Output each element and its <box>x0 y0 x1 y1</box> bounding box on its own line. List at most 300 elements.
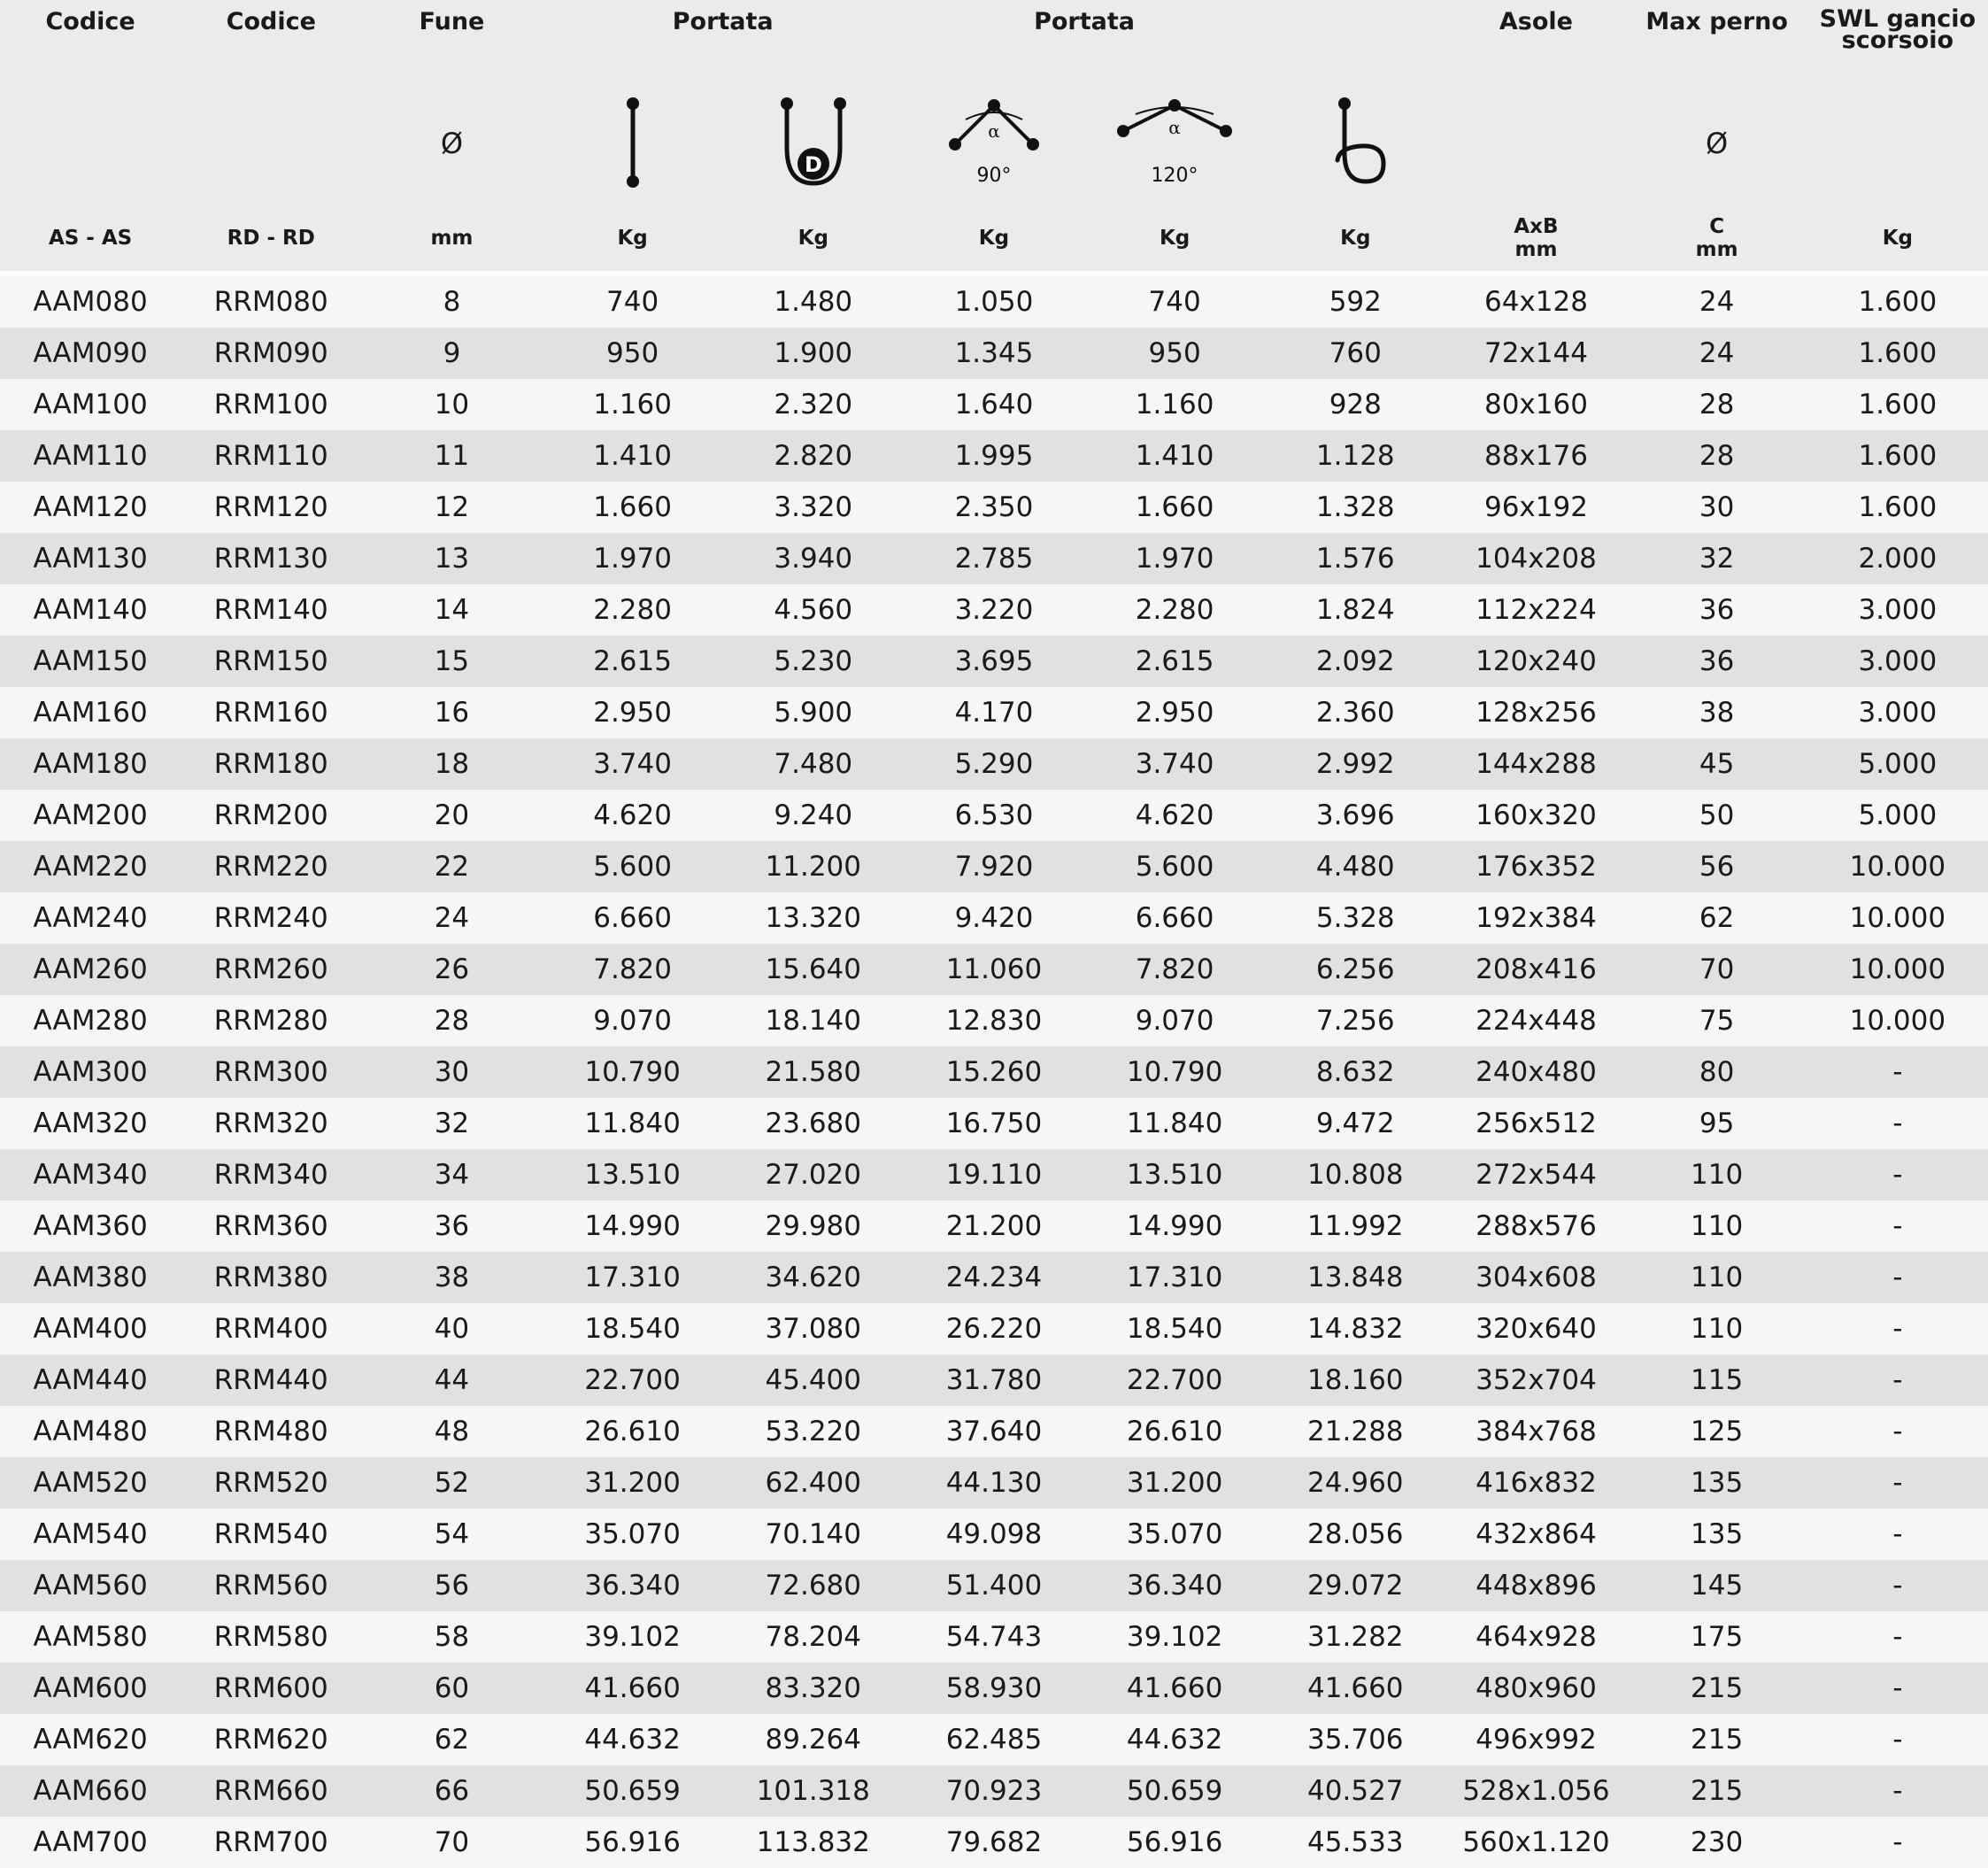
cell-portata-choker: 5.328 <box>1265 892 1445 944</box>
cell-max-perno: 175 <box>1627 1611 1807 1663</box>
cell-fune: 58 <box>361 1611 542 1663</box>
col-title-codice-as: Codice <box>0 0 181 81</box>
unit-two-leg-120: Kg <box>1084 205 1265 271</box>
cell-fune: 24 <box>361 892 542 944</box>
cell-asole: 352x704 <box>1445 1355 1626 1406</box>
unit-perno <box>1627 205 1807 271</box>
cell-portata-basket: 21.580 <box>723 1046 904 1098</box>
cell-portata-120: 1.970 <box>1084 533 1265 584</box>
cell-fune: 34 <box>361 1149 542 1200</box>
table-row <box>0 687 1988 738</box>
cell-portata-straight: 41.660 <box>543 1663 723 1714</box>
table-row <box>0 276 1988 328</box>
cell-asole: 464x928 <box>1445 1611 1626 1663</box>
table-row <box>0 1355 1988 1406</box>
cell-portata-basket: 83.320 <box>723 1663 904 1714</box>
cell-portata-90: 54.743 <box>904 1611 1084 1663</box>
cell-swl: 5.000 <box>1807 738 1988 790</box>
cell-max-perno: 75 <box>1627 995 1807 1046</box>
table-row <box>0 1714 1988 1765</box>
cell-asole: 72x144 <box>1445 328 1626 379</box>
cell-swl: 1.600 <box>1807 328 1988 379</box>
cell-codice-as: AAM340 <box>0 1149 181 1200</box>
cell-swl: - <box>1807 1457 1988 1509</box>
cell-portata-straight: 22.700 <box>543 1355 723 1406</box>
cell-codice-as: AAM300 <box>0 1046 181 1098</box>
alpha-label-120: α <box>1168 117 1181 138</box>
cell-portata-choker: 1.576 <box>1265 533 1445 584</box>
cell-asole: 416x832 <box>1445 1457 1626 1509</box>
cell-asole: 528x1.056 <box>1445 1765 1626 1817</box>
cell-max-perno: 230 <box>1627 1817 1807 1868</box>
cell-fune: 60 <box>361 1663 542 1714</box>
cell-max-perno: 215 <box>1627 1663 1807 1714</box>
cell-portata-basket: 5.230 <box>723 636 904 687</box>
cell-portata-90: 19.110 <box>904 1149 1084 1200</box>
cell-portata-straight: 7.820 <box>543 944 723 995</box>
cell-swl: - <box>1807 1560 1988 1611</box>
cell-fune: 44 <box>361 1355 542 1406</box>
cell-codice-rd: RRM540 <box>181 1509 361 1560</box>
cell-fune: 66 <box>361 1765 542 1817</box>
cell-portata-basket: 27.020 <box>723 1149 904 1200</box>
cell-portata-90: 24.234 <box>904 1252 1084 1303</box>
cell-portata-90: 2.350 <box>904 482 1084 533</box>
unit-as-as: AS - AS <box>0 205 181 271</box>
table-row <box>0 1663 1988 1714</box>
diameter-symbol-perno: Ø <box>1706 127 1729 160</box>
cell-portata-choker: 21.288 <box>1265 1406 1445 1457</box>
basket-lift-icon <box>774 95 853 192</box>
cell-portata-straight: 44.632 <box>543 1714 723 1765</box>
cell-swl: - <box>1807 1098 1988 1149</box>
icon-cell-basket <box>723 81 904 205</box>
cell-portata-90: 79.682 <box>904 1817 1084 1868</box>
cell-portata-90: 1.345 <box>904 328 1084 379</box>
cell-portata-90: 3.695 <box>904 636 1084 687</box>
cell-swl: - <box>1807 1663 1988 1714</box>
cell-swl: - <box>1807 1303 1988 1355</box>
cell-portata-choker: 1.128 <box>1265 430 1445 482</box>
cell-codice-rd: RRM700 <box>181 1817 361 1868</box>
unit-asole-mm: mm <box>1514 238 1558 261</box>
cell-portata-straight: 3.740 <box>543 738 723 790</box>
table-row <box>0 1611 1988 1663</box>
cell-asole: 128x256 <box>1445 687 1626 738</box>
cell-portata-120: 4.620 <box>1084 790 1265 841</box>
cell-portata-120: 10.790 <box>1084 1046 1265 1098</box>
cell-portata-120: 9.070 <box>1084 995 1265 1046</box>
cell-asole: 480x960 <box>1445 1663 1626 1714</box>
cell-swl: 10.000 <box>1807 944 1988 995</box>
cell-fune: 11 <box>361 430 542 482</box>
cell-portata-choker: 2.992 <box>1265 738 1445 790</box>
unit-fune: mm <box>361 205 542 271</box>
cell-codice-as: AAM140 <box>0 584 181 636</box>
cell-codice-rd: RRM520 <box>181 1457 361 1509</box>
cell-swl: 5.000 <box>1807 790 1988 841</box>
cell-portata-90: 51.400 <box>904 1560 1084 1611</box>
unit-rd-rd: RD - RD <box>181 205 361 271</box>
cell-codice-rd: RRM440 <box>181 1355 361 1406</box>
cell-codice-as: AAM160 <box>0 687 181 738</box>
cell-portata-straight: 5.600 <box>543 841 723 892</box>
cell-codice-as: AAM130 <box>0 533 181 584</box>
cell-codice-as: AAM280 <box>0 995 181 1046</box>
cell-codice-rd: RRM140 <box>181 584 361 636</box>
cell-codice-rd: RRM100 <box>181 379 361 430</box>
cell-max-perno: 135 <box>1627 1457 1807 1509</box>
cell-max-perno: 115 <box>1627 1355 1807 1406</box>
col-title-swl <box>1807 0 1988 81</box>
cell-fune: 32 <box>361 1098 542 1149</box>
cell-max-perno: 110 <box>1627 1149 1807 1200</box>
cell-asole: 104x208 <box>1445 533 1626 584</box>
cell-max-perno: 30 <box>1627 482 1807 533</box>
unit-straight: Kg <box>543 205 723 271</box>
cell-fune: 38 <box>361 1252 542 1303</box>
cell-max-perno: 32 <box>1627 533 1807 584</box>
cell-fune: 13 <box>361 533 542 584</box>
cell-portata-90: 4.170 <box>904 687 1084 738</box>
cell-portata-choker: 13.848 <box>1265 1252 1445 1303</box>
cell-fune: 9 <box>361 328 542 379</box>
cell-portata-choker: 7.256 <box>1265 995 1445 1046</box>
cell-portata-basket: 70.140 <box>723 1509 904 1560</box>
cell-codice-rd: RRM150 <box>181 636 361 687</box>
cell-portata-120: 1.410 <box>1084 430 1265 482</box>
cell-portata-straight: 36.340 <box>543 1560 723 1611</box>
table-row <box>0 738 1988 790</box>
cell-portata-basket: 1.480 <box>723 276 904 328</box>
cell-portata-straight: 1.660 <box>543 482 723 533</box>
cell-portata-straight: 4.620 <box>543 790 723 841</box>
cell-portata-choker: 18.160 <box>1265 1355 1445 1406</box>
cell-asole: 448x896 <box>1445 1560 1626 1611</box>
cell-portata-120: 6.660 <box>1084 892 1265 944</box>
table-row <box>0 1149 1988 1200</box>
cell-codice-rd: RRM580 <box>181 1611 361 1663</box>
cell-portata-straight: 1.160 <box>543 379 723 430</box>
cell-portata-basket: 7.480 <box>723 738 904 790</box>
cell-portata-90: 21.200 <box>904 1200 1084 1252</box>
cell-swl: 10.000 <box>1807 841 1988 892</box>
cell-max-perno: 36 <box>1627 584 1807 636</box>
table-row <box>0 1765 1988 1817</box>
cell-swl: - <box>1807 1817 1988 1868</box>
cell-max-perno: 95 <box>1627 1098 1807 1149</box>
table-row <box>0 379 1988 430</box>
cell-portata-choker: 592 <box>1265 276 1445 328</box>
cell-portata-basket: 11.200 <box>723 841 904 892</box>
col-title-asole: Asole <box>1445 0 1626 81</box>
cell-portata-straight: 56.916 <box>543 1817 723 1868</box>
cell-codice-rd: RRM380 <box>181 1252 361 1303</box>
cell-codice-rd: RRM120 <box>181 482 361 533</box>
cell-fune: 12 <box>361 482 542 533</box>
cell-portata-straight: 6.660 <box>543 892 723 944</box>
cell-codice-as: AAM240 <box>0 892 181 944</box>
table-row <box>0 944 1988 995</box>
cell-fune: 26 <box>361 944 542 995</box>
cell-portata-90: 3.220 <box>904 584 1084 636</box>
cell-portata-basket: 2.320 <box>723 379 904 430</box>
cell-portata-straight: 2.615 <box>543 636 723 687</box>
table-row <box>0 1509 1988 1560</box>
cell-portata-straight: 39.102 <box>543 1611 723 1663</box>
cell-max-perno: 125 <box>1627 1406 1807 1457</box>
cell-fune: 28 <box>361 995 542 1046</box>
cell-portata-choker: 14.832 <box>1265 1303 1445 1355</box>
cell-portata-120: 50.659 <box>1084 1765 1265 1817</box>
header-units-row <box>0 205 1988 271</box>
cell-max-perno: 110 <box>1627 1303 1807 1355</box>
cell-portata-basket: 1.900 <box>723 328 904 379</box>
cell-fune: 40 <box>361 1303 542 1355</box>
cell-max-perno: 56 <box>1627 841 1807 892</box>
cell-portata-choker: 928 <box>1265 379 1445 430</box>
cell-portata-basket: 37.080 <box>723 1303 904 1355</box>
cell-asole: 80x160 <box>1445 379 1626 430</box>
d-badge-label: D <box>804 152 822 177</box>
table-row <box>0 1406 1988 1457</box>
cell-codice-rd: RRM130 <box>181 533 361 584</box>
cell-swl: - <box>1807 1149 1988 1200</box>
cell-portata-basket: 2.820 <box>723 430 904 482</box>
table-row <box>0 533 1988 584</box>
cell-portata-basket: 34.620 <box>723 1252 904 1303</box>
cell-portata-90: 62.485 <box>904 1714 1084 1765</box>
cell-portata-120: 17.310 <box>1084 1252 1265 1303</box>
cell-portata-120: 22.700 <box>1084 1355 1265 1406</box>
cell-asole: 144x288 <box>1445 738 1626 790</box>
cell-codice-rd: RRM200 <box>181 790 361 841</box>
cell-portata-120: 31.200 <box>1084 1457 1265 1509</box>
cell-codice-as: AAM200 <box>0 790 181 841</box>
cell-portata-choker: 24.960 <box>1265 1457 1445 1509</box>
cell-max-perno: 110 <box>1627 1252 1807 1303</box>
cell-portata-basket: 3.940 <box>723 533 904 584</box>
cell-asole: 120x240 <box>1445 636 1626 687</box>
cell-codice-as: AAM150 <box>0 636 181 687</box>
cell-codice-rd: RRM360 <box>181 1200 361 1252</box>
cell-portata-straight: 14.990 <box>543 1200 723 1252</box>
cell-fune: 22 <box>361 841 542 892</box>
col-title-portata-group-2: Portata <box>904 0 1265 81</box>
table-row <box>0 790 1988 841</box>
cell-portata-120: 740 <box>1084 276 1265 328</box>
cell-portata-straight: 13.510 <box>543 1149 723 1200</box>
cell-fune: 36 <box>361 1200 542 1252</box>
cell-codice-as: AAM090 <box>0 328 181 379</box>
table-row <box>0 995 1988 1046</box>
table-row <box>0 1098 1988 1149</box>
col-title-codice-rd: Codice <box>181 0 361 81</box>
cell-portata-120: 36.340 <box>1084 1560 1265 1611</box>
cell-codice-as: AAM700 <box>0 1817 181 1868</box>
cell-portata-basket: 5.900 <box>723 687 904 738</box>
cell-swl: 1.600 <box>1807 276 1988 328</box>
cell-portata-90: 12.830 <box>904 995 1084 1046</box>
cell-fune: 10 <box>361 379 542 430</box>
cell-portata-choker: 10.808 <box>1265 1149 1445 1200</box>
cell-max-perno: 28 <box>1627 430 1807 482</box>
cell-portata-basket: 89.264 <box>723 1714 904 1765</box>
cell-codice-as: AAM360 <box>0 1200 181 1252</box>
cell-portata-basket: 101.318 <box>723 1765 904 1817</box>
table-row <box>0 1817 1988 1868</box>
icon-cell-empty-asole <box>1445 81 1626 205</box>
unit-asole <box>1445 205 1626 271</box>
cell-portata-straight: 1.970 <box>543 533 723 584</box>
cell-portata-120: 41.660 <box>1084 1663 1265 1714</box>
icon-cell-fune <box>361 81 542 205</box>
alpha-label-90: α <box>988 120 1000 142</box>
cell-asole: 96x192 <box>1445 482 1626 533</box>
cell-swl: - <box>1807 1509 1988 1560</box>
cell-portata-choker: 3.696 <box>1265 790 1445 841</box>
cell-codice-rd: RRM400 <box>181 1303 361 1355</box>
cell-portata-choker: 28.056 <box>1265 1509 1445 1560</box>
cell-portata-choker: 29.072 <box>1265 1560 1445 1611</box>
angle-90-label: 90° <box>976 165 1012 187</box>
cell-codice-rd: RRM340 <box>181 1149 361 1200</box>
cell-swl: 1.600 <box>1807 379 1988 430</box>
cell-fune: 15 <box>361 636 542 687</box>
cell-portata-90: 1.995 <box>904 430 1084 482</box>
cell-portata-choker: 40.527 <box>1265 1765 1445 1817</box>
cell-max-perno: 36 <box>1627 636 1807 687</box>
cell-swl: 1.600 <box>1807 430 1988 482</box>
cell-max-perno: 28 <box>1627 379 1807 430</box>
table-row <box>0 1560 1988 1611</box>
cell-codice-rd: RRM110 <box>181 430 361 482</box>
cell-portata-straight: 2.280 <box>543 584 723 636</box>
cell-portata-90: 9.420 <box>904 892 1084 944</box>
cell-portata-basket: 18.140 <box>723 995 904 1046</box>
cell-max-perno: 50 <box>1627 790 1807 841</box>
col-title-portata-group-1: Portata <box>543 0 904 81</box>
cell-swl: 2.000 <box>1807 533 1988 584</box>
table-body <box>0 276 1988 1868</box>
cell-fune: 16 <box>361 687 542 738</box>
cell-portata-120: 56.916 <box>1084 1817 1265 1868</box>
cell-fune: 56 <box>361 1560 542 1611</box>
cell-max-perno: 215 <box>1627 1765 1807 1817</box>
cell-portata-choker: 1.824 <box>1265 584 1445 636</box>
choker-lift-icon <box>1320 95 1391 192</box>
cell-portata-basket: 13.320 <box>723 892 904 944</box>
cell-fune: 62 <box>361 1714 542 1765</box>
cell-codice-as: AAM600 <box>0 1663 181 1714</box>
cell-codice-as: AAM380 <box>0 1252 181 1303</box>
cell-codice-as: AAM520 <box>0 1457 181 1509</box>
cell-asole: 88x176 <box>1445 430 1626 482</box>
cell-fune: 8 <box>361 276 542 328</box>
cell-codice-as: AAM180 <box>0 738 181 790</box>
cell-codice-rd: RRM620 <box>181 1714 361 1765</box>
cell-portata-120: 1.160 <box>1084 379 1265 430</box>
cell-portata-straight: 950 <box>543 328 723 379</box>
angle-120-label: 120° <box>1151 165 1198 187</box>
cell-codice-rd: RRM300 <box>181 1046 361 1098</box>
table-row <box>0 584 1988 636</box>
cell-max-perno: 24 <box>1627 328 1807 379</box>
cell-portata-basket: 113.832 <box>723 1817 904 1868</box>
cell-portata-straight: 2.950 <box>543 687 723 738</box>
icon-cell-choker <box>1265 81 1445 205</box>
cell-asole: 304x608 <box>1445 1252 1626 1303</box>
cell-swl: 3.000 <box>1807 636 1988 687</box>
icon-cell-perno <box>1627 81 1807 205</box>
cell-codice-rd: RRM160 <box>181 687 361 738</box>
cell-portata-choker: 2.092 <box>1265 636 1445 687</box>
two-leg-90-icon <box>941 95 1047 192</box>
cell-codice-as: AAM080 <box>0 276 181 328</box>
cell-portata-90: 70.923 <box>904 1765 1084 1817</box>
cell-codice-rd: RRM080 <box>181 276 361 328</box>
header-title-row <box>0 0 1988 81</box>
cell-asole: 224x448 <box>1445 995 1626 1046</box>
cell-portata-choker: 45.533 <box>1265 1817 1445 1868</box>
cell-portata-120: 44.632 <box>1084 1714 1265 1765</box>
cell-codice-as: AAM480 <box>0 1406 181 1457</box>
cell-swl: 3.000 <box>1807 687 1988 738</box>
two-leg-120-icon <box>1113 95 1237 192</box>
cell-portata-90: 7.920 <box>904 841 1084 892</box>
table-row <box>0 892 1988 944</box>
cell-portata-straight: 9.070 <box>543 995 723 1046</box>
cell-portata-choker: 35.706 <box>1265 1714 1445 1765</box>
cell-portata-90: 58.930 <box>904 1663 1084 1714</box>
cell-swl: - <box>1807 1714 1988 1765</box>
cell-portata-choker: 9.472 <box>1265 1098 1445 1149</box>
cell-portata-straight: 26.610 <box>543 1406 723 1457</box>
cell-portata-basket: 29.980 <box>723 1200 904 1252</box>
table-row <box>0 841 1988 892</box>
icon-cell-empty-1 <box>0 81 181 205</box>
cell-portata-basket: 62.400 <box>723 1457 904 1509</box>
cell-portata-90: 1.640 <box>904 379 1084 430</box>
cell-portata-straight: 17.310 <box>543 1252 723 1303</box>
cell-asole: 240x480 <box>1445 1046 1626 1098</box>
cell-codice-as: AAM580 <box>0 1611 181 1663</box>
cell-asole: 560x1.120 <box>1445 1817 1626 1868</box>
cell-asole: 288x576 <box>1445 1200 1626 1252</box>
cell-codice-rd: RRM090 <box>181 328 361 379</box>
cell-codice-rd: RRM280 <box>181 995 361 1046</box>
cell-asole: 176x352 <box>1445 841 1626 892</box>
cell-swl: - <box>1807 1046 1988 1098</box>
cell-portata-basket: 78.204 <box>723 1611 904 1663</box>
cell-asole: 256x512 <box>1445 1098 1626 1149</box>
cell-max-perno: 24 <box>1627 276 1807 328</box>
cell-portata-choker: 41.660 <box>1265 1663 1445 1714</box>
cell-swl: 10.000 <box>1807 892 1988 944</box>
cell-portata-choker: 11.992 <box>1265 1200 1445 1252</box>
cell-swl: 3.000 <box>1807 584 1988 636</box>
cell-codice-as: AAM560 <box>0 1560 181 1611</box>
cell-portata-90: 2.785 <box>904 533 1084 584</box>
cell-portata-basket: 3.320 <box>723 482 904 533</box>
cell-max-perno: 62 <box>1627 892 1807 944</box>
cell-codice-as: AAM260 <box>0 944 181 995</box>
cell-portata-90: 5.290 <box>904 738 1084 790</box>
unit-basket: Kg <box>723 205 904 271</box>
cell-codice-rd: RRM180 <box>181 738 361 790</box>
cell-codice-as: AAM110 <box>0 430 181 482</box>
cell-codice-rd: RRM260 <box>181 944 361 995</box>
